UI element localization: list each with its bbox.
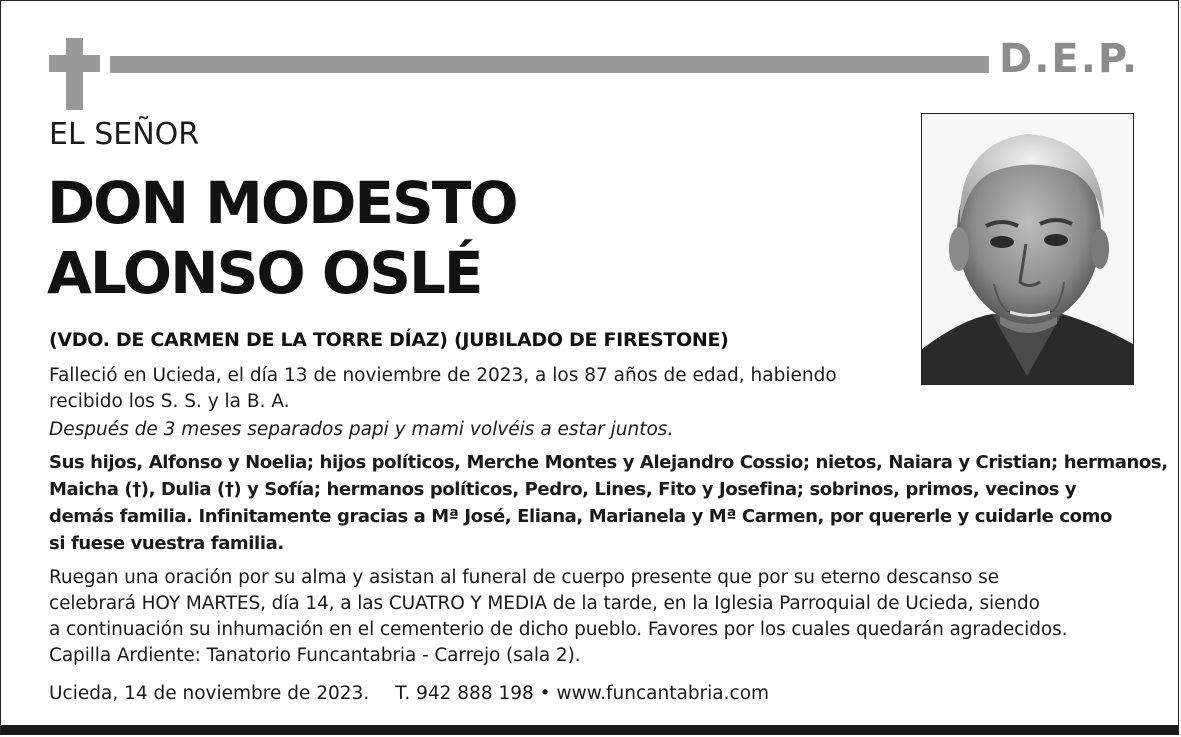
portrait-photo: [921, 113, 1134, 385]
family-line: Sus hijos, Alfonso y Noelia; hijos políticos, Merche Montes y Alejandro Cossio; nietos, Naiara y Cristian; hermanos,: [49, 452, 1168, 473]
service-line: celebrará HOY MARTES, día 14, a las CUATRO Y MEDIA de la tarde, en la Iglesia Parroquial de Ucieda, siendo: [49, 593, 1040, 614]
header-rule: [110, 56, 989, 73]
footer: [49, 681, 769, 707]
footer-place-date: Ucieda, 14 de noviembre de 2023.: [49, 683, 370, 704]
family-line: demás familia. Infinitamente gracias a Mª José, Eliana, Marianela y Mª Carmen, por quererle y cuidarle como: [49, 506, 1112, 527]
bottom-rule: [1, 725, 1178, 734]
cross-icon: [49, 38, 100, 110]
name-line-2: ALONSO OSLÉ: [47, 239, 482, 307]
death-line: recibido los S. S. y la B. A.: [49, 391, 290, 412]
family-line: Maicha (†), Dulia (†) y Sofía; hermanos políticos, Pedro, Lines, Fito y Josefina; sobrinos, primos, vecinos y: [49, 479, 1077, 500]
dedication: [49, 417, 673, 443]
footer-contact: T. 942 888 198 • www.funcantabria.com: [395, 683, 770, 704]
service-line: Ruegan una oración por su alma y asistan al funeral de cuerpo presente que por su eterno descanso se: [49, 567, 999, 588]
dep-mark: D.E.P.: [999, 36, 1140, 82]
deceased-name: [47, 168, 517, 308]
service-details: [49, 565, 1067, 669]
honorific-prefix: EL SEÑOR: [49, 117, 200, 152]
service-line: a continuación su inhumación en el cementerio de dicho pueblo. Favores por los cuales quedarán agradecidos.: [49, 619, 1068, 640]
family-line: si fuese vuestra familia.: [49, 533, 284, 554]
death-announcement: [49, 363, 837, 415]
death-line: Falleció en Ucieda, el día 13 de noviembre de 2023, a los 87 años de edad, habiendo: [49, 365, 837, 386]
deceased-subtitle: (VDO. DE CARMEN DE LA TORRE DÍAZ) (JUBILADO DE FIRESTONE): [49, 329, 729, 351]
name-line-1: DON MODESTO: [47, 169, 517, 237]
service-line: Capilla Ardiente: Tanatorio Funcantabria - Carrejo (sala 2).: [49, 645, 581, 666]
dedication-line: Después de 3 meses separados papi y mami volvéis a estar juntos.: [49, 419, 674, 440]
family-list: [49, 449, 1168, 557]
